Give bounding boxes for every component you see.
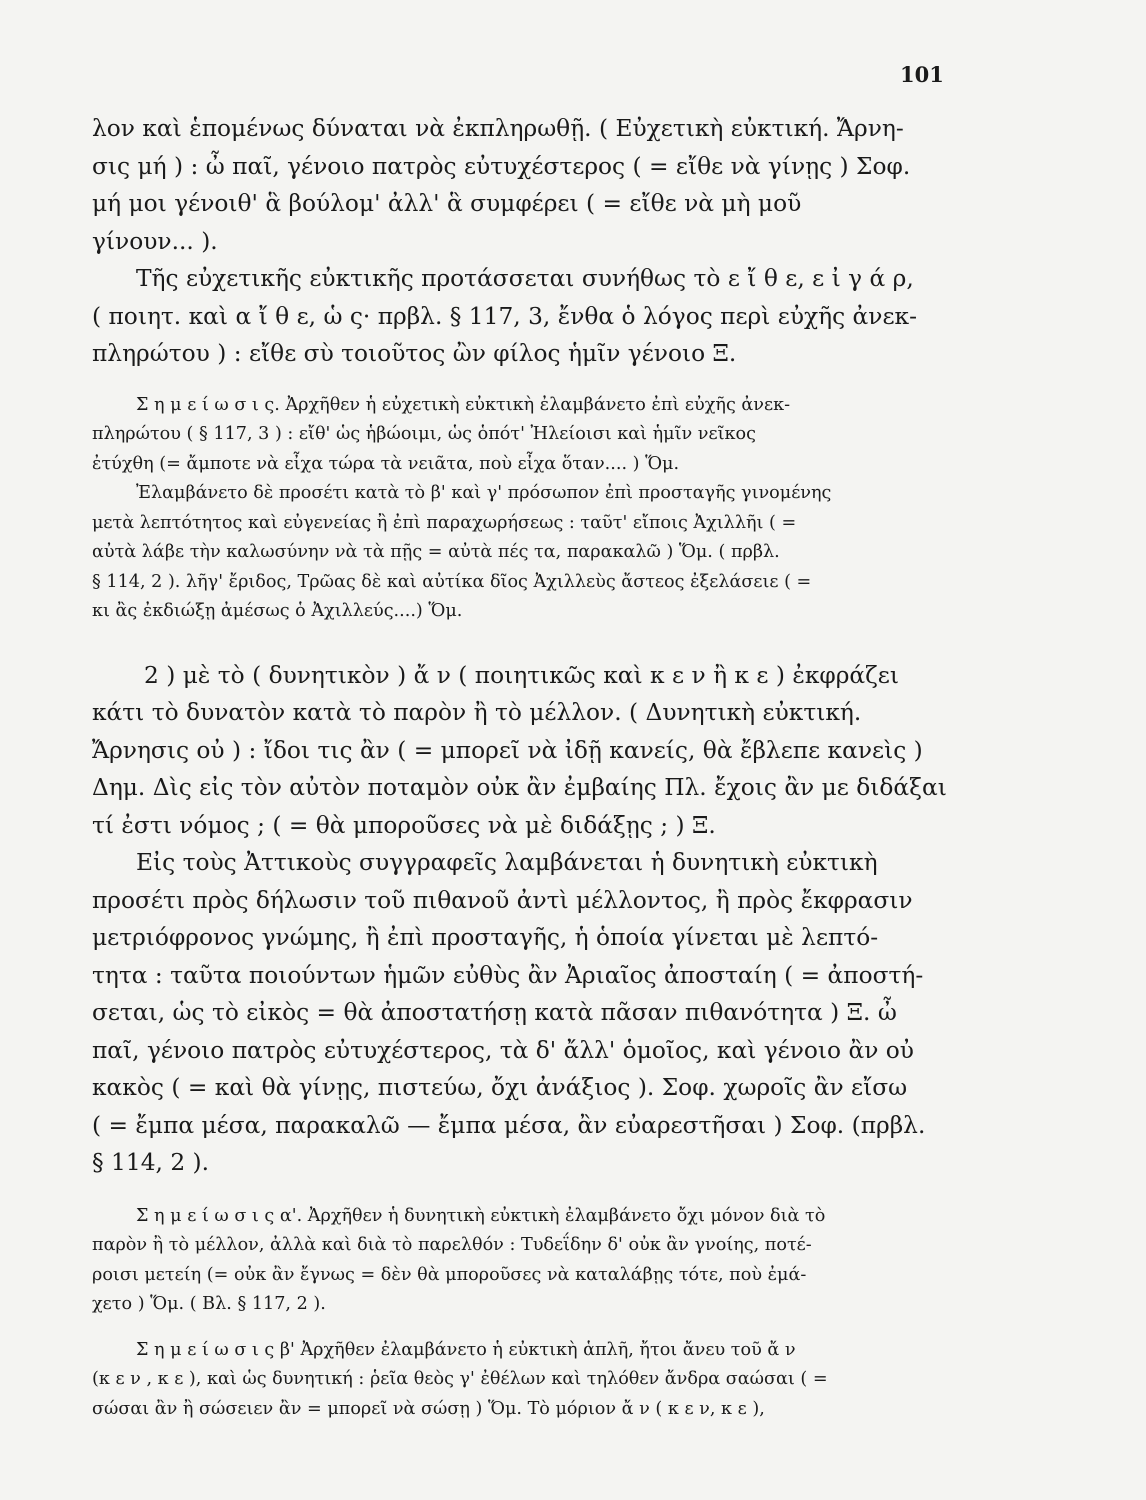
text-line: Τῆς εὐχετικῆς εὐκτικῆς προτάσσεται συνήθως τὸ ε ἴ θ ε, ε ἰ γ ά ρ, [136, 265, 914, 292]
note-line: Σ η μ ε ί ω σ ι ς β' Ἀρχῆθεν ἐλαμβάνετο ἡ εὐκτικὴ ἁπλῆ, ἤτοι ἄνευ τοῦ ἄ ν [136, 1339, 796, 1360]
note-line: (κ ε ν , κ ε ), καὶ ὡς δυνητική : ῥεῖα θεὸς γ' ἐθέλων καὶ τηλόθεν ἄνδρα σαώσαι ( = [92, 1369, 828, 1389]
text-line: ( = ἔμπα μέσα, παρακαλῶ — ἔμπα μέσα, ἂν εὐαρεστῆσαι ) Σοφ. (πρβλ. [92, 1111, 926, 1139]
note-line: Σ η μ ε ί ω σ ι ς. Ἀρχῆθεν ἡ εὐχετικὴ εὐκτικὴ ἐλαμβάνετο ἐπὶ εὐχῆς ἀνεκ- [136, 394, 791, 415]
text-line: μή μοι γένοιθ' ἃ βούλομ' ἀλλ' ἃ συμφέρει ( = εἴθε νὰ μὴ μοῦ [92, 190, 802, 217]
note-line: ροισι μετείη (= οὐκ ἂν ἔγνως = δὲν θὰ μποροῦσες νὰ καταλάβῃς τότε, ποὺ ἐμά- [92, 1264, 807, 1285]
text-line: παῖ, γένοιο πατρὸς εὐτυχέστερος, τὰ δ' ἄλλ' ὁμοῖος, καὶ γένοιο ἂν οὐ [92, 1036, 914, 1064]
note-line: Σ η μ ε ί ω σ ι ς α'. Ἀρχῆθεν ἡ δυνητικὴ εὐκτικὴ ἐλαμβάνετο ὄχι μόνον διὰ τὸ [136, 1205, 826, 1226]
text-line: προσέτι πρὸς δήλωσιν τοῦ πιθανοῦ ἀντὶ μέλλοντος, ἢ πρὸς ἔκφρασιν [92, 886, 913, 914]
text-line: κακὸς ( = καὶ θὰ γίνῃς, πιστεύω, ὄχι ἀνάξιος ). Σοφ. χωροῖς ἂν εἴσω [92, 1074, 908, 1101]
note-line: παρὸν ἢ τὸ μέλλον, ἀλλὰ καὶ διὰ τὸ παρελθόν : Τυδεΐδην δ' οὐκ ἂν γνοίης, ποτέ- [92, 1235, 812, 1255]
text-line: πληρώτου ) : εἴθε σὺ τοιοῦτος ὢν φίλος ἡμῖν γένοιο Ξ. [92, 340, 737, 367]
text-line: σις μή ) : ὦ παῖ, γένοιο πατρὸς εὐτυχέστερος ( = εἴθε νὰ γίνῃς ) Σοφ. [92, 152, 911, 180]
note-line: ἐτύχθη (= ἄμποτε νὰ εἶχα τώρα τὰ νειᾶτα, ποὺ εἶχα ὅταν.... ) Ὅμ. [92, 453, 680, 474]
text-line: μετριόφρονος γνώμης, ἢ ἐπὶ προσταγῆς, ἡ ὁποία γίνεται μὲ λεπτό- [92, 924, 879, 951]
note-line: χετο ) Ὅμ. ( Βλ. § 117, 2 ). [92, 1294, 326, 1314]
optative-wish-paragraph [92, 110, 1068, 373]
note-line: σώσαι ἂν ἢ σώσειεν ἂν = μπορεῖ νὰ σώσῃ ) Ὅμ. Τὸ μόριον ἄ ν ( κ ε ν, κ ε ), [92, 1398, 765, 1419]
page-number: 101 [900, 62, 944, 87]
note-line: μετὰ λεπτότητος καὶ εὐγενείας ἢ ἐπὶ παραχωρήσεως : ταῦτ' εἴποις Ἀχιλλῆι ( = [92, 512, 797, 533]
text-line: Δημ. Δὶς εἰς τὸν αὐτὸν ποταμὸν οὐκ ἂν ἐμβαίης Πλ. ἔχοις ἂν με διδάξαι [92, 774, 947, 801]
text-line: τί ἐστι νόμος ; ( = θὰ μποροῦσες νὰ μὲ διδάξῃς ; ) Ξ. [92, 811, 716, 839]
note-paragraph [92, 1336, 1068, 1425]
note-line: πληρώτου ( § 117, 3 ) : εἴθ' ὡς ἡβώοιμι, ὡς ὁπότ' Ἠλείοισι καὶ ἡμῖν νεῖκος [92, 424, 756, 444]
note-line: Ἐλαμβάνετο δὲ προσέτι κατὰ τὸ β' καὶ γ' πρόσωπον ἐπὶ προσταγῆς γινομένης [136, 483, 832, 503]
note-line: κι ἂς ἐκδιώξῃ ἀμέσως ὁ Ἀχιλλεύς....) Ὅμ. [92, 601, 463, 621]
text-line: 2 ) μὲ τὸ ( δυνητικὸν ) ἄ ν ( ποιητικῶς καὶ κ ε ν ἢ κ ε ) ἐκφράζει [144, 661, 899, 689]
note-paragraph [92, 391, 1068, 627]
text-line: Ἄρνησις οὐ ) : ἴδοι τις ἂν ( = μπορεῖ νὰ ἰδῇ κανείς, θὰ ἔβλεπε κανεὶς ) [92, 736, 923, 764]
text-line: λον καὶ ἑπομένως δύναται νὰ ἐκπληρωθῇ. ( Εὐχετικὴ εὐκτική. Ἄρνη- [92, 115, 904, 142]
text-column [92, 110, 1068, 1424]
text-line: τητα : ταῦτα ποιούντων ἡμῶν εὐθὺς ἂν Ἀριαῖος ἀποσταίη ( = ἀποστή- [92, 961, 924, 989]
text-line: κάτι τὸ δυνατὸν κατὰ τὸ παρὸν ἢ τὸ μέλλον. ( Δυνητικὴ εὐκτική. [92, 699, 862, 726]
text-line: γίνουν... ). [92, 227, 218, 255]
text-line: ( ποιητ. καὶ α ἴ θ ε, ὡ ς· πρβλ. § 117, 3, ἔνθα ὁ λόγος περὶ εὐχῆς ἀνεκ- [92, 302, 917, 330]
note-line: αὐτὰ λάβε τὴν καλωσύνην νὰ τὰ πῇς = αὐτὰ πές τα, παρακαλῶ ) Ὅμ. ( πρβλ. [92, 542, 780, 562]
note-line: § 114, 2 ). λῆγ' ἔριδος, Τρῶας δὲ καὶ αὐτίκα δῖος Ἀχιλλεὺς ἄστεος ἐξελάσειε ( = [92, 571, 812, 592]
potential-optative-paragraph [92, 657, 1068, 1182]
text-line: σεται, ὡς τὸ εἰκὸς = θὰ ἀποστατήσῃ κατὰ πᾶσαν πιθανότητα ) Ξ. ὦ [92, 999, 897, 1026]
text-line: § 114, 2 ). [92, 1149, 210, 1176]
text-line: Εἰς τοὺς Ἀττικοὺς συγγραφεῖς λαμβάνεται ἡ δυνητικὴ εὐκτικὴ [136, 849, 878, 876]
note-paragraph [92, 1202, 1068, 1320]
